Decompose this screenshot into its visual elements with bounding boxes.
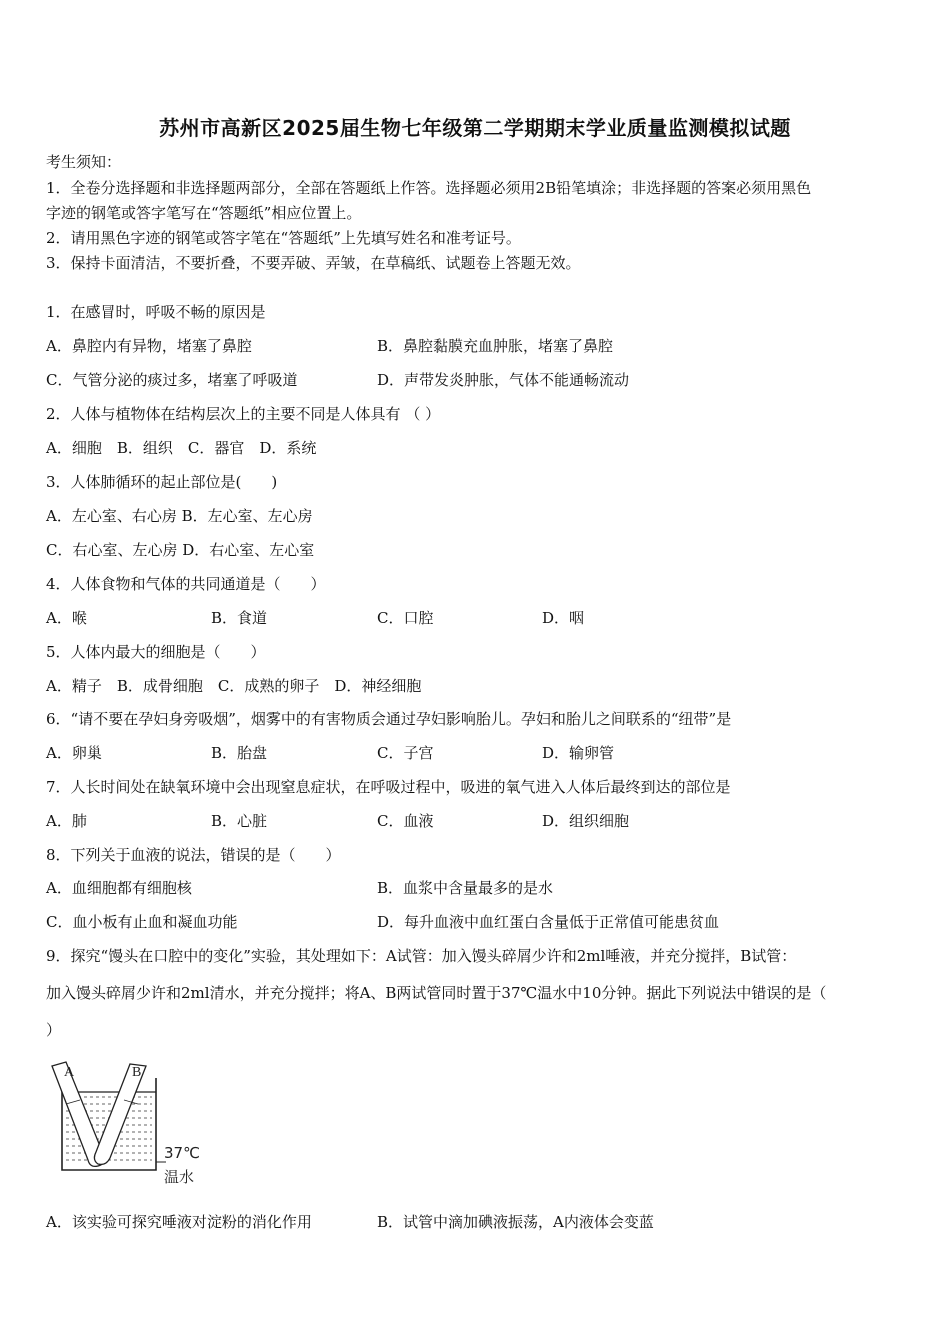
q8-option-a: A．血细胞都有细胞核 [46, 879, 192, 897]
q9-option-a: A．该实验可探究唾液对淀粉的消化作用 [46, 1213, 312, 1231]
question-7-stem: 7．人长时间处在缺氧环境中会出现窒息症状，在呼吸过程中，吸进的氧气进入人体后最终到达的部位是 [46, 778, 731, 796]
q8-option-c: C．血小板有止血和凝血功能 [46, 913, 238, 931]
q7-option-c: C．血液 [377, 812, 434, 830]
question-1-stem: 1．在感冒时，呼吸不畅的原因是 [46, 303, 266, 321]
q3-options-cd: C．右心室、左心房 D．右心室、左心室 [46, 541, 315, 559]
q8-option-d: D．每升血液中血红蛋白含量低于正常值可能患贫血 [377, 913, 720, 931]
question-9-stem-line-2: 加入馒头碎屑少许和2ml清水，并充分搅拌；将A、B两试管同时置于37℃温水中10分钟。据此下列说法中错误的是（ [46, 984, 827, 1002]
q6-option-a: A．卵巢 [46, 744, 102, 762]
q4-option-d: D．咽 [542, 609, 585, 627]
q1-option-d: D．声带发炎肿胀，气体不能通畅流动 [377, 371, 630, 389]
q5-options: A．精子 B．成骨细胞 C．成熟的卵子 D．神经细胞 [46, 677, 422, 695]
notice-line-3: 2．请用黑色字迹的钢笔或答字笔在“答题纸”上先填写姓名和准考证号。 [46, 229, 521, 247]
q6-option-b: B．胎盘 [211, 744, 268, 762]
q7-option-a: A．肺 [46, 812, 87, 830]
warm-water-label: 温水 [164, 1168, 195, 1186]
notice-line-2: 字迹的钢笔或答字笔写在“答题纸”相应位置上。 [46, 204, 362, 222]
question-2-stem: 2．人体与植物体在结构层次上的主要不同是人体具有 （ ） [46, 405, 441, 423]
q6-option-c: C．子宫 [377, 744, 434, 762]
question-6-stem: 6．“请不要在孕妇身旁吸烟”，烟雾中的有害物质会通过孕妇影响胎儿。孕妇和胎儿之间联系的“纽带”是 [46, 710, 732, 728]
label-b: B [132, 1065, 142, 1080]
notice-heading: 考生须知： [46, 153, 122, 171]
q6-option-d: D．输卵管 [542, 744, 615, 762]
notice-line-1: 1．全卷分选择题和非选择题两部分，全部在答题纸上作答。选择题必须用2B铅笔填涂；非选择题的答案必须用黑色 [46, 179, 812, 197]
q1-option-a: A．鼻腔内有异物，堵塞了鼻腔 [46, 337, 252, 355]
q7-option-b: B．心脏 [211, 812, 268, 830]
q7-option-d: D．组织细胞 [542, 812, 630, 830]
question-5-stem: 5．人体内最大的细胞是（ ） [46, 643, 266, 661]
page-title: 苏州市高新区2025届生物七年级第二学期期末学业质量监测模拟试题 [159, 116, 791, 140]
q1-option-b: B．鼻腔黏膜充血肿胀，堵塞了鼻腔 [377, 337, 614, 355]
question-8-stem: 8．下列关于血液的说法，错误的是（ ） [46, 846, 341, 864]
q4-option-a: A．喉 [46, 609, 87, 627]
q2-options: A．细胞 B．组织 C．器官 D．系统 [46, 439, 317, 457]
q4-option-b: B．食道 [211, 609, 268, 627]
question-9-stem-line-3: ） [46, 1021, 62, 1039]
question-9-stem-line-1: 9．探究“馒头在口腔中的变化”实验，其处理如下：A试管：加入馒头碎屑少许和2ml唾液，并充分搅拌，B试管： [46, 947, 797, 965]
label-a: A [64, 1065, 75, 1080]
test-tube-beaker-figure [46, 1052, 216, 1192]
temperature-label: 37℃ [164, 1144, 200, 1162]
question-4-stem: 4．人体食物和气体的共同通道是（ ） [46, 575, 326, 593]
q1-option-c: C．气管分泌的痰过多，堵塞了呼吸道 [46, 371, 298, 389]
q4-option-c: C．口腔 [377, 609, 434, 627]
notice-line-4: 3．保持卡面清洁，不要折叠，不要弄破、弄皱，在草稿纸、试题卷上答题无效。 [46, 254, 581, 272]
q8-option-b: B．血浆中含量最多的是水 [377, 879, 554, 897]
q9-option-b: B．试管中滴加碘液振荡，A内液体会变蓝 [377, 1213, 654, 1231]
question-3-stem: 3．人体肺循环的起止部位是( ) [46, 473, 278, 491]
q3-options-ab: A．左心室、右心房 B．左心室、左心房 [46, 507, 313, 525]
